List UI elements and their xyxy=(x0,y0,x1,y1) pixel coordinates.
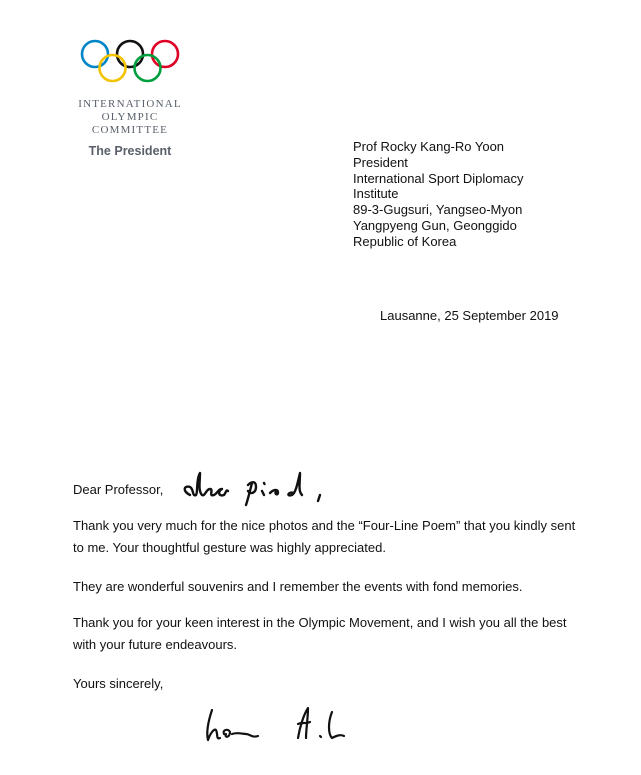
org-line: COMMITTEE xyxy=(91,124,169,136)
organization-name xyxy=(60,98,200,137)
address-line: International Sport Diplomacy xyxy=(353,170,524,186)
org-line: OLYMPIC xyxy=(101,111,159,123)
body-paragraph: Thank you very much for the nice photos and the “Four-Line Poem” that you kindly sent to me. Your thoughtful gesture was highly appreciated. xyxy=(73,518,576,555)
address-line: Republic of Korea xyxy=(353,233,457,249)
salutation: Dear Professor, xyxy=(73,482,164,497)
address-line: 89-3-Gugsuri, Yangseo-Myon xyxy=(353,202,523,218)
recipient-address xyxy=(353,139,524,250)
org-line: INTERNATIONAL xyxy=(78,98,182,110)
body-paragraph: Thank you for your keen interest in the Olympic Movement, and I wish you all the best with your future endeavours. xyxy=(73,615,567,652)
salutation-line xyxy=(73,479,583,501)
letter-date: Lausanne, 25 September 2019 xyxy=(380,308,559,323)
sender-role: The President xyxy=(88,144,172,158)
handwritten-greeting-icon xyxy=(178,467,328,507)
handwritten-signature-icon xyxy=(198,700,358,750)
address-line: Institute xyxy=(353,186,399,202)
body-paragraph: They are wonderful souvenirs and I remember the events with fond memories. xyxy=(73,579,523,594)
address-line: President xyxy=(353,154,408,170)
address-line: Yangpyeng Gun, Geonggido xyxy=(353,217,517,233)
olympic-rings-icon xyxy=(78,38,182,84)
closing: Yours sincerely, xyxy=(73,676,164,691)
address-line: Prof Rocky Kang-Ro Yoon xyxy=(353,139,505,154)
